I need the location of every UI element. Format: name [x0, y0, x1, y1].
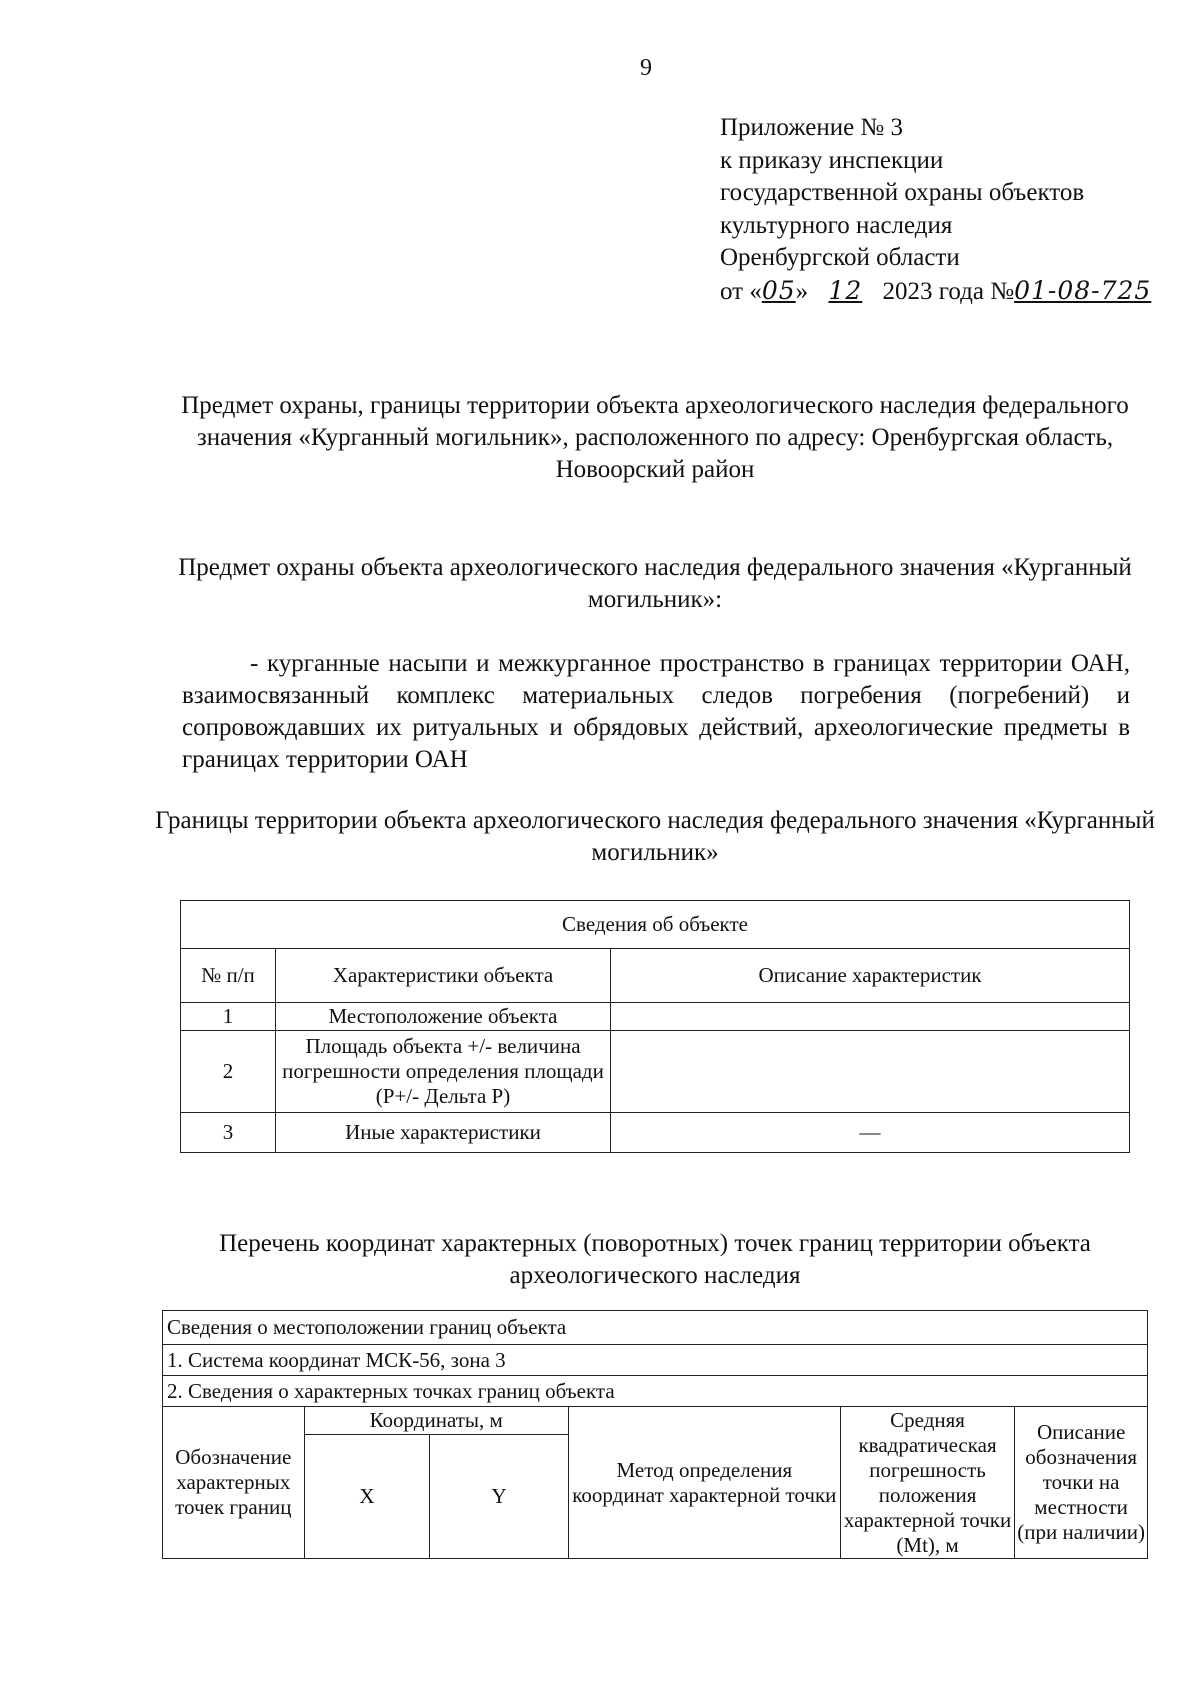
coordinates-heading: Перечень координат характерных (поворотных) точек границ территории объекта археологического наследия: [219, 1230, 1091, 1289]
protection-subject-paragraph: [182, 648, 1130, 776]
date-day-handwritten: 05: [761, 275, 796, 305]
table-cell: [611, 1031, 1130, 1113]
table-cell: Местоположение объекта: [276, 1003, 611, 1031]
table-cell: —: [611, 1113, 1130, 1153]
table-row: [181, 1031, 1130, 1113]
table-cell: 3: [181, 1113, 276, 1153]
appendix-line: культурного наследия: [720, 211, 953, 239]
table-header-cell: Описание характеристик: [611, 949, 1130, 1003]
date-mid: »: [795, 277, 815, 305]
doc-number-handwritten: 01-08-725: [1014, 275, 1152, 305]
date-prefix: от «: [720, 277, 762, 305]
table-cell: Иные характеристики: [276, 1113, 611, 1153]
col-header-points: Обозначение характерных точек границ: [163, 1407, 305, 1559]
col-header-x: X: [304, 1435, 430, 1559]
col-header-error: Средняя квадратическая погрешность положения характерной точки (Mt), м: [840, 1407, 1014, 1559]
appendix-date-line: [720, 275, 1151, 309]
table-header-cell: № п/п: [181, 949, 276, 1003]
col-header-description: Описание обозначения точки на местности (при наличии): [1015, 1407, 1148, 1559]
page-number: 9: [640, 55, 652, 81]
coordinates-table: [162, 1310, 1148, 1559]
col-header-coords: Координаты, м: [304, 1407, 568, 1435]
boundaries-heading: Границы территории объекта археологического наследия федерального значения «Курганный могильник»: [155, 807, 1155, 866]
table-row: [181, 1003, 1130, 1031]
appendix-line: Оренбургской области: [720, 244, 960, 271]
table-cell: 1: [181, 1003, 276, 1031]
object-info-table: [180, 900, 1130, 1153]
table-row: [181, 1113, 1130, 1153]
col-header-method: Метод определения координат характерной точки: [568, 1407, 840, 1559]
table-header-cell: Характеристики объекта: [276, 949, 611, 1003]
table-cell: [611, 1003, 1130, 1031]
paragraph-text: - курганные насыпи и межкурганное пространство в границах территории ОАН, взаимосвязанный комплекс материальных следов погребения (погребений) и сопровождавших их ритуальных и обрядовых действий, археологические предметы в границах территории ОАН: [182, 650, 1130, 773]
coordinate-system-row: 1. Система координат МСК-56, зона 3: [163, 1345, 1148, 1376]
appendix-line: государственной охраны объектов: [720, 179, 1085, 206]
table-cell: 2: [181, 1031, 276, 1113]
table-cell: Площадь объекта +/- величина погрешности определения площади (P+/- Дельта P): [276, 1031, 611, 1113]
col-header-y: Y: [430, 1435, 569, 1559]
table-caption: Сведения об объекте: [181, 901, 1130, 949]
table-row-title: Сведения о местоположении границ объекта: [163, 1311, 1148, 1345]
date-month-handwritten: 12: [828, 275, 863, 305]
protection-subject-heading: Предмет охраны объекта археологического наследия федерального значения «Курганный могильник»:: [178, 554, 1132, 613]
appendix-line: Приложение № 3: [720, 114, 904, 141]
appendix-line: к приказу инспекции: [720, 146, 944, 174]
document-title: Предмет охраны, границы территории объекта археологического наследия федерального значения «Курганный могильник», расположенного по адресу: Оренбургская область, Новоорский район: [181, 392, 1129, 483]
points-info-row: 2. Сведения о характерных точках границ объекта: [163, 1376, 1148, 1407]
date-year: 2023 года №: [876, 277, 1015, 305]
appendix-header: [720, 112, 1151, 308]
